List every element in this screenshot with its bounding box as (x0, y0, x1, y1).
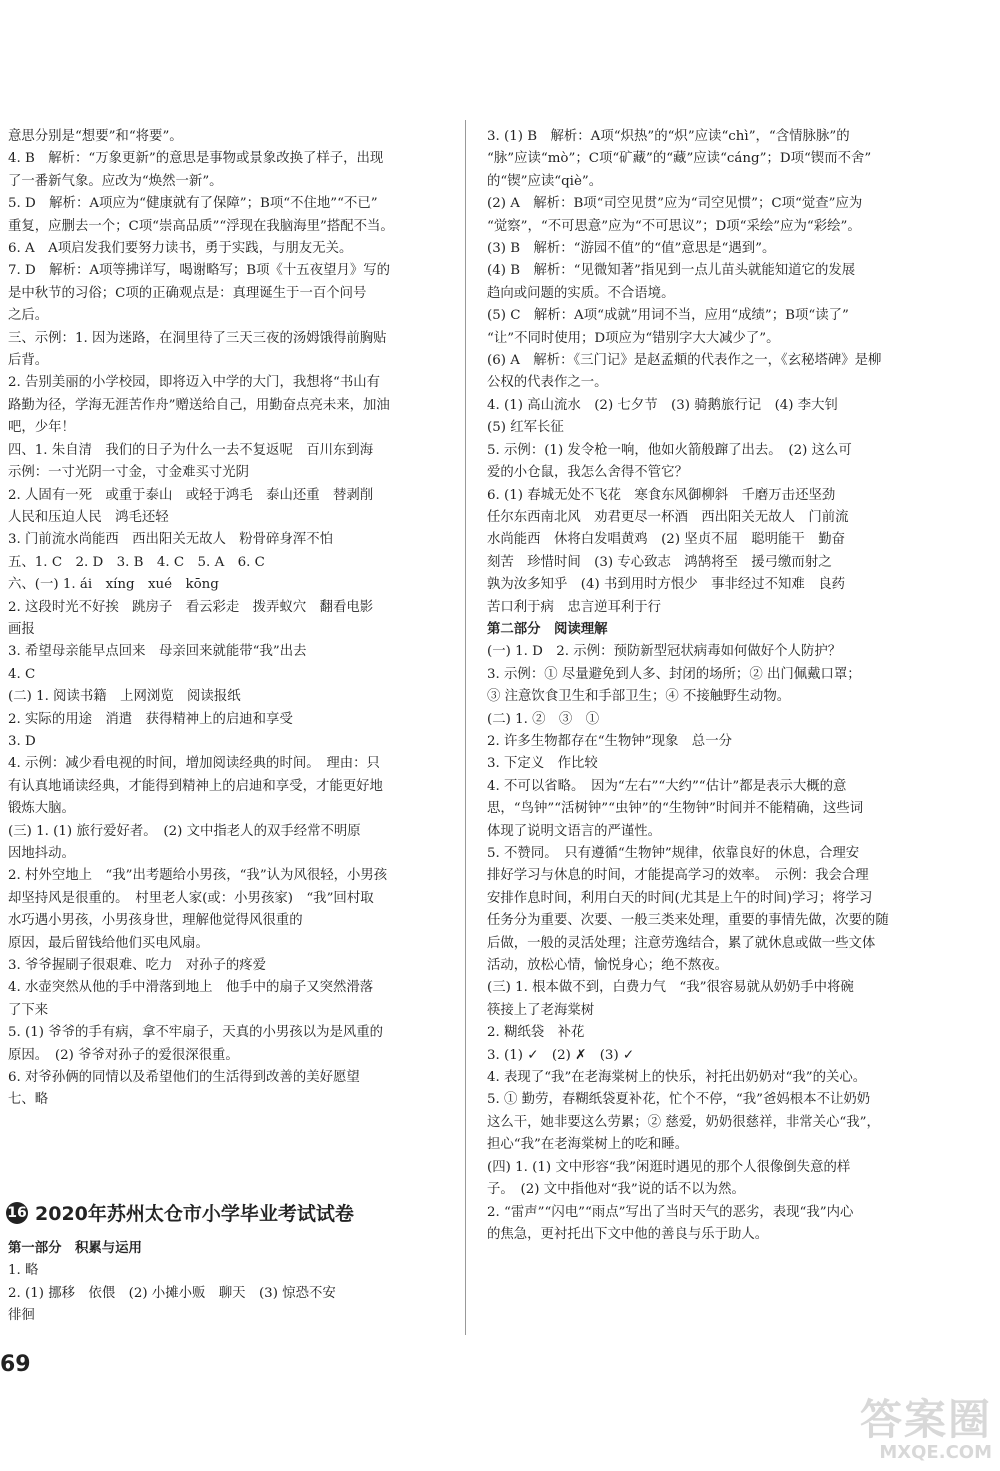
answer-line: 5. ① 勤劳，春糊纸袋夏补花，忙个不停，“我”爸妈根本不让奶奶 (487, 1092, 871, 1108)
answer-line: 筷接上了老海棠树 (487, 1002, 595, 1018)
answer-line: 3. (1) B 解析：A项“炽热”的“炽”应读“chì”，“含情脉脉”的 (487, 129, 850, 144)
answer-line: 人民和压迫人民 鸿毛还轻 (8, 509, 169, 525)
answer-line: 因地抖动。 (8, 846, 75, 861)
watermark-main-text: 答案圈 (859, 1395, 992, 1444)
answer-line: 任务分为重要、次要、一般三类来处理，重要的事情先做，次要的随 (487, 913, 889, 929)
answer-line: 思，“鸟钟”“活树钟”“虫钟”的“生物钟”时间并不能精确，这些词 (487, 801, 864, 817)
answer-line: 3. 希望母亲能早点回来 母亲回来就能带“我”出去 (8, 644, 307, 660)
answer-line: 4. B 解析：“万象更新”的意思是事物或景象改换了样子，出现 (8, 151, 384, 167)
answer-line: 的焦急，更衬托出下文中他的善良与乐于助人。 (487, 1226, 769, 1242)
right-column (487, 126, 933, 1246)
answer-line: 3. 下定义 作比较 (487, 756, 598, 772)
answer-line: 体现了说明文语言的严谨性。 (487, 823, 662, 839)
answer-line: 5. D 解析：A项应为“健康就有了保障”；B项“不住地”“不已” (8, 196, 378, 212)
answer-line: 排好学习与休息的时间，才能提高学习的效率。 示例：我会合理 (487, 868, 869, 884)
answer-line: (三) 1. (1) 旅行爱好者。 (2) 文中指老人的双手经常不明原 (8, 823, 361, 839)
section-heading: 第一部分 积累与运用 (8, 1241, 142, 1256)
answer-line: (3) B 解析：“游园不值”的“值”意思是“遇到”。 (487, 241, 776, 257)
answer-line: “让”不同时使用；D项应为“错别字大大减少了”。 (487, 330, 780, 346)
answer-line: (4) B 解析：“见微知著”指见到一点儿苗头就能知道它的发展 (487, 263, 856, 279)
answer-line: 子。 (2) 文中指他对“我”说的话不以为然。 (487, 1182, 745, 1198)
answer-line: 公权的代表作之一。 (487, 375, 608, 391)
answer-line: 3. 门前流水尚能西 西出阳关无故人 粉骨碎身浑不怕 (8, 532, 334, 548)
answer-line: 活动，放松心情，愉悦身心；绝不熬夜。 (487, 958, 729, 974)
answer-line: 画报 (8, 621, 35, 637)
answer-line: 4. 示例：减少看电视的时间，增加阅读经典的时间。 理由：只 (8, 756, 380, 772)
answer-line: 2. 这段时光不好挨 跳房子 看云彩走 拨弄蚁穴 翻看电影 (8, 599, 374, 615)
answer-line: 了下来 (8, 1002, 49, 1018)
answer-line: 水尚能西 休将白发唱黄鸡 (2) 坚贞不屈 聪明能干 勤奋 (487, 532, 845, 548)
answer-line: 4. (1) 高山流水 (2) 七夕节 (3) 骑鹅旅行记 (4) 李大钊 (487, 397, 838, 413)
answer-line: 4. 水壶突然从他的手中滑落到地上 他手中的扇子又突然滑落 (8, 980, 374, 996)
answer-line: 的“锲”应读“qiè”。 (487, 173, 603, 189)
watermark-logo (752, 1397, 992, 1465)
answer-line: (2) A 解析：B项“司空见贯”应为“司空见惯”；C项“觉查”应为 (487, 196, 863, 212)
exam-title (6, 1199, 446, 1226)
answer-line: 2. 许多生物都存在“生物钟”现象 总一分 (487, 733, 732, 749)
answer-line: 1. 略 (8, 1263, 39, 1279)
exam-title-text: 2020年苏州太仓市小学毕业考试试卷 (35, 1203, 354, 1225)
answer-line: 3. (1) ✓ (2) ✗ (3) ✓ (487, 1047, 635, 1063)
answer-line: 重复，应删去一个；C项“崇高品质”“浮现在我脑海里”搭配不当。 (8, 218, 394, 234)
answer-line: 2. 糊纸袋 补花 (487, 1025, 585, 1041)
answer-line: 刻苦 珍惜时间 (3) 专心致志 鸿鹄将至 援弓缴而射之 (487, 554, 832, 570)
answer-line: 五、1. C 2. D 3. B 4. C 5. A 6. C (8, 554, 265, 570)
answer-line: “觉察”，“不可思意”应为“不可思议”；D项“采绘”应为“彩绘”。 (487, 218, 861, 234)
answer-line: 后背。 (8, 353, 49, 369)
answer-line: 七、略 (8, 1092, 49, 1108)
answer-line: 是中秋节的习俗；C项的正确观点是：真理诞生于一百个问号 (8, 285, 367, 301)
answer-line: 3. 爷爷握刷子很艰难、吃力 对孙子的疼爱 (8, 958, 267, 974)
answer-line: 锻炼大脑。 (8, 801, 75, 817)
answer-line: 4. 不可以省略。 因为“左右”“大约”“估计”都是表示大概的意 (487, 778, 847, 794)
answer-line: 之后。 (8, 308, 49, 324)
answer-line: 爱的小仓鼠，我怎么舍得不管它？ (487, 465, 688, 481)
answer-line: 7. D 解析：A项等拂详写，喝谢略写；B项《十五夜望月》写的 (8, 263, 391, 279)
answer-line: 2. (1) 挪移 依偎 (2) 小摊小贩 聊天 (3) 惊恐不安 (8, 1285, 336, 1301)
watermark-site-text: MXQE.COM (879, 1442, 992, 1463)
answer-line: 6. A A项启发我们要努力读书，勇于实践，与朋友无关。 (8, 241, 353, 257)
left-column-continued (8, 1238, 446, 1328)
answer-line: 任尔东西南北风 劝君更尽一杯酒 西出阳关无故人 门前流 (487, 509, 849, 525)
answer-line: (6) A 解析：《三门记》是赵孟頫的代表作之一，《玄秘塔碑》是柳 (487, 353, 882, 369)
answer-line: 4. 表现了“我”在老海棠树上的快乐，衬托出奶奶对“我”的关心。 (487, 1070, 867, 1086)
answer-line: 2. 村外空地上 “我”出考题给小男孩，“我”认为风很轻，小男孩 (8, 868, 388, 884)
answer-line: 4. C (8, 666, 36, 682)
answer-line: 3. D (8, 733, 36, 749)
exam-number-badge: 16 (6, 1202, 28, 1224)
answer-line: 却坚持风是很重的。 村里老人家(或：小男孩家) “我”回村取 (8, 890, 374, 906)
answer-line: 原因。 (2) 爷爷对孙子的爱很深很重。 (8, 1047, 239, 1063)
answer-line: (5) 红军长征 (487, 420, 564, 436)
answer-line: 5. 示例：(1) 发令枪一响，他如火箭般蹿了出去。 (2) 这么可 (487, 442, 852, 458)
answer-line: 2. “雷声”“闪电”“雨点”写出了当时天气的恶劣，表现“我”内心 (487, 1204, 854, 1220)
answer-line: 吧，少年！ (8, 420, 75, 436)
answer-line: 这么干，她非要这么劳累；② 慈爱，奶奶很慈祥，非常关心“我”， (487, 1114, 880, 1130)
answer-line: 三、示例：1. 因为迷路，在洞里待了三天三夜的汤姆饿得前胸贴 (8, 330, 387, 346)
answer-line: (三) 1. 根本做不到，白费力气 “我”很容易就从奶奶手中将碗 (487, 980, 854, 996)
answer-line: (四) 1. (1) 文中形容“我”闲逛时遇见的那个人很像倒失意的样 (487, 1159, 851, 1175)
answer-line: 2. 人固有一死 或重于泰山 或轻于鸿毛 泰山还重 替剥削 (8, 487, 374, 503)
page-number: 69 (0, 1352, 31, 1377)
answer-line: 孰为汝多知乎 (4) 书到用时方恨少 事非经过不知难 良药 (487, 577, 845, 593)
answer-line: 6. (1) 春城无处不飞花 寒食东风御柳斜 千磨万击还坚劲 (487, 487, 836, 503)
answer-line: 有认真地诵读经典，才能得到精神上的启迪和享受，才能更好地 (8, 778, 383, 794)
answer-line: 趋向或问题的实质。不合语境。 (487, 285, 675, 301)
answer-line: 6. 对爷孙俩的同情以及希望他们的生活得到改善的美好愿望 (8, 1070, 360, 1086)
answer-line: 水巧遇小男孩，小男孩身世，理解他觉得风很重的 (8, 913, 303, 929)
answer-line: 5. 不赞同。 只有遵循“生物钟”规律，依靠良好的休息，合理安 (487, 846, 860, 861)
answer-line: 了一番新气象。应改为“焕然一新”。 (8, 173, 223, 189)
answer-line: (5) C 解析：A项“成就”用词不当，应用“成绩”；B项“读了” (487, 308, 849, 324)
section-heading: 第二部分 阅读理解 (487, 621, 608, 637)
answer-line: 安排作息时间，利用白天的时间(尤其是上午的时间)学习；将学习 (487, 890, 873, 906)
answer-line: ③ 注意饮食卫生和手部卫生；④ 不接触野生动物。 (487, 689, 791, 705)
answer-line: 3. 示例：① 尽量避免到人多、封闭的场所；② 出门佩戴口罩； (487, 666, 861, 682)
answer-line: 苦口利于病 忠言逆耳利于行 (487, 599, 662, 615)
answer-line: “脉”应读“mò”；C项“矿藏”的“藏”应读“cáng”；D项“锲而不舍” (487, 151, 872, 167)
answer-line: 2. 告别美丽的小学校园，即将迈入中学的大门，我想将“书山有 (8, 375, 381, 391)
answer-line: 路勤为径，学海无涯苦作舟”赠送给自己，用勤奋点亮未来，加油 (8, 397, 390, 413)
answer-line: 意思分别是“想要”和“将要”。 (8, 129, 183, 144)
answer-line: 担心“我”在老海棠树上的吃和睡。 (487, 1137, 689, 1153)
answer-line: 原因，最后留钱给他们买电风扇。 (8, 935, 209, 951)
answer-line: 示例：一寸光阴一寸金，寸金难买寸光阴 (8, 465, 250, 481)
answer-line: 四、1. 朱自清 我们的日子为什么一去不复返呢 百川东到海 (8, 442, 374, 458)
answer-line: 2. 实际的用途 消遣 获得精神上的启迪和享受 (8, 711, 293, 727)
answer-line: 后做，一般的灵活处理；注意劳逸结合，累了就休息或做一些文体 (487, 935, 876, 951)
answer-line: 六、(一) 1. ái xíng xué kōng (8, 577, 219, 593)
answer-line: (一) 1. D 2. 示例：预防新型冠状病毒如何做好个人防护？ (487, 644, 842, 660)
answer-line: (二) 1. ② ③ ① (487, 711, 600, 727)
answer-line: 徘徊 (8, 1308, 35, 1324)
left-column (8, 126, 446, 1112)
column-divider (465, 120, 466, 1335)
answer-line: 5. (1) 爷爷的手有病，拿不牢扇子，天真的小男孩以为是风重的 (8, 1025, 384, 1041)
answer-line: (二) 1. 阅读书籍 上网浏览 阅读报纸 (8, 689, 241, 705)
